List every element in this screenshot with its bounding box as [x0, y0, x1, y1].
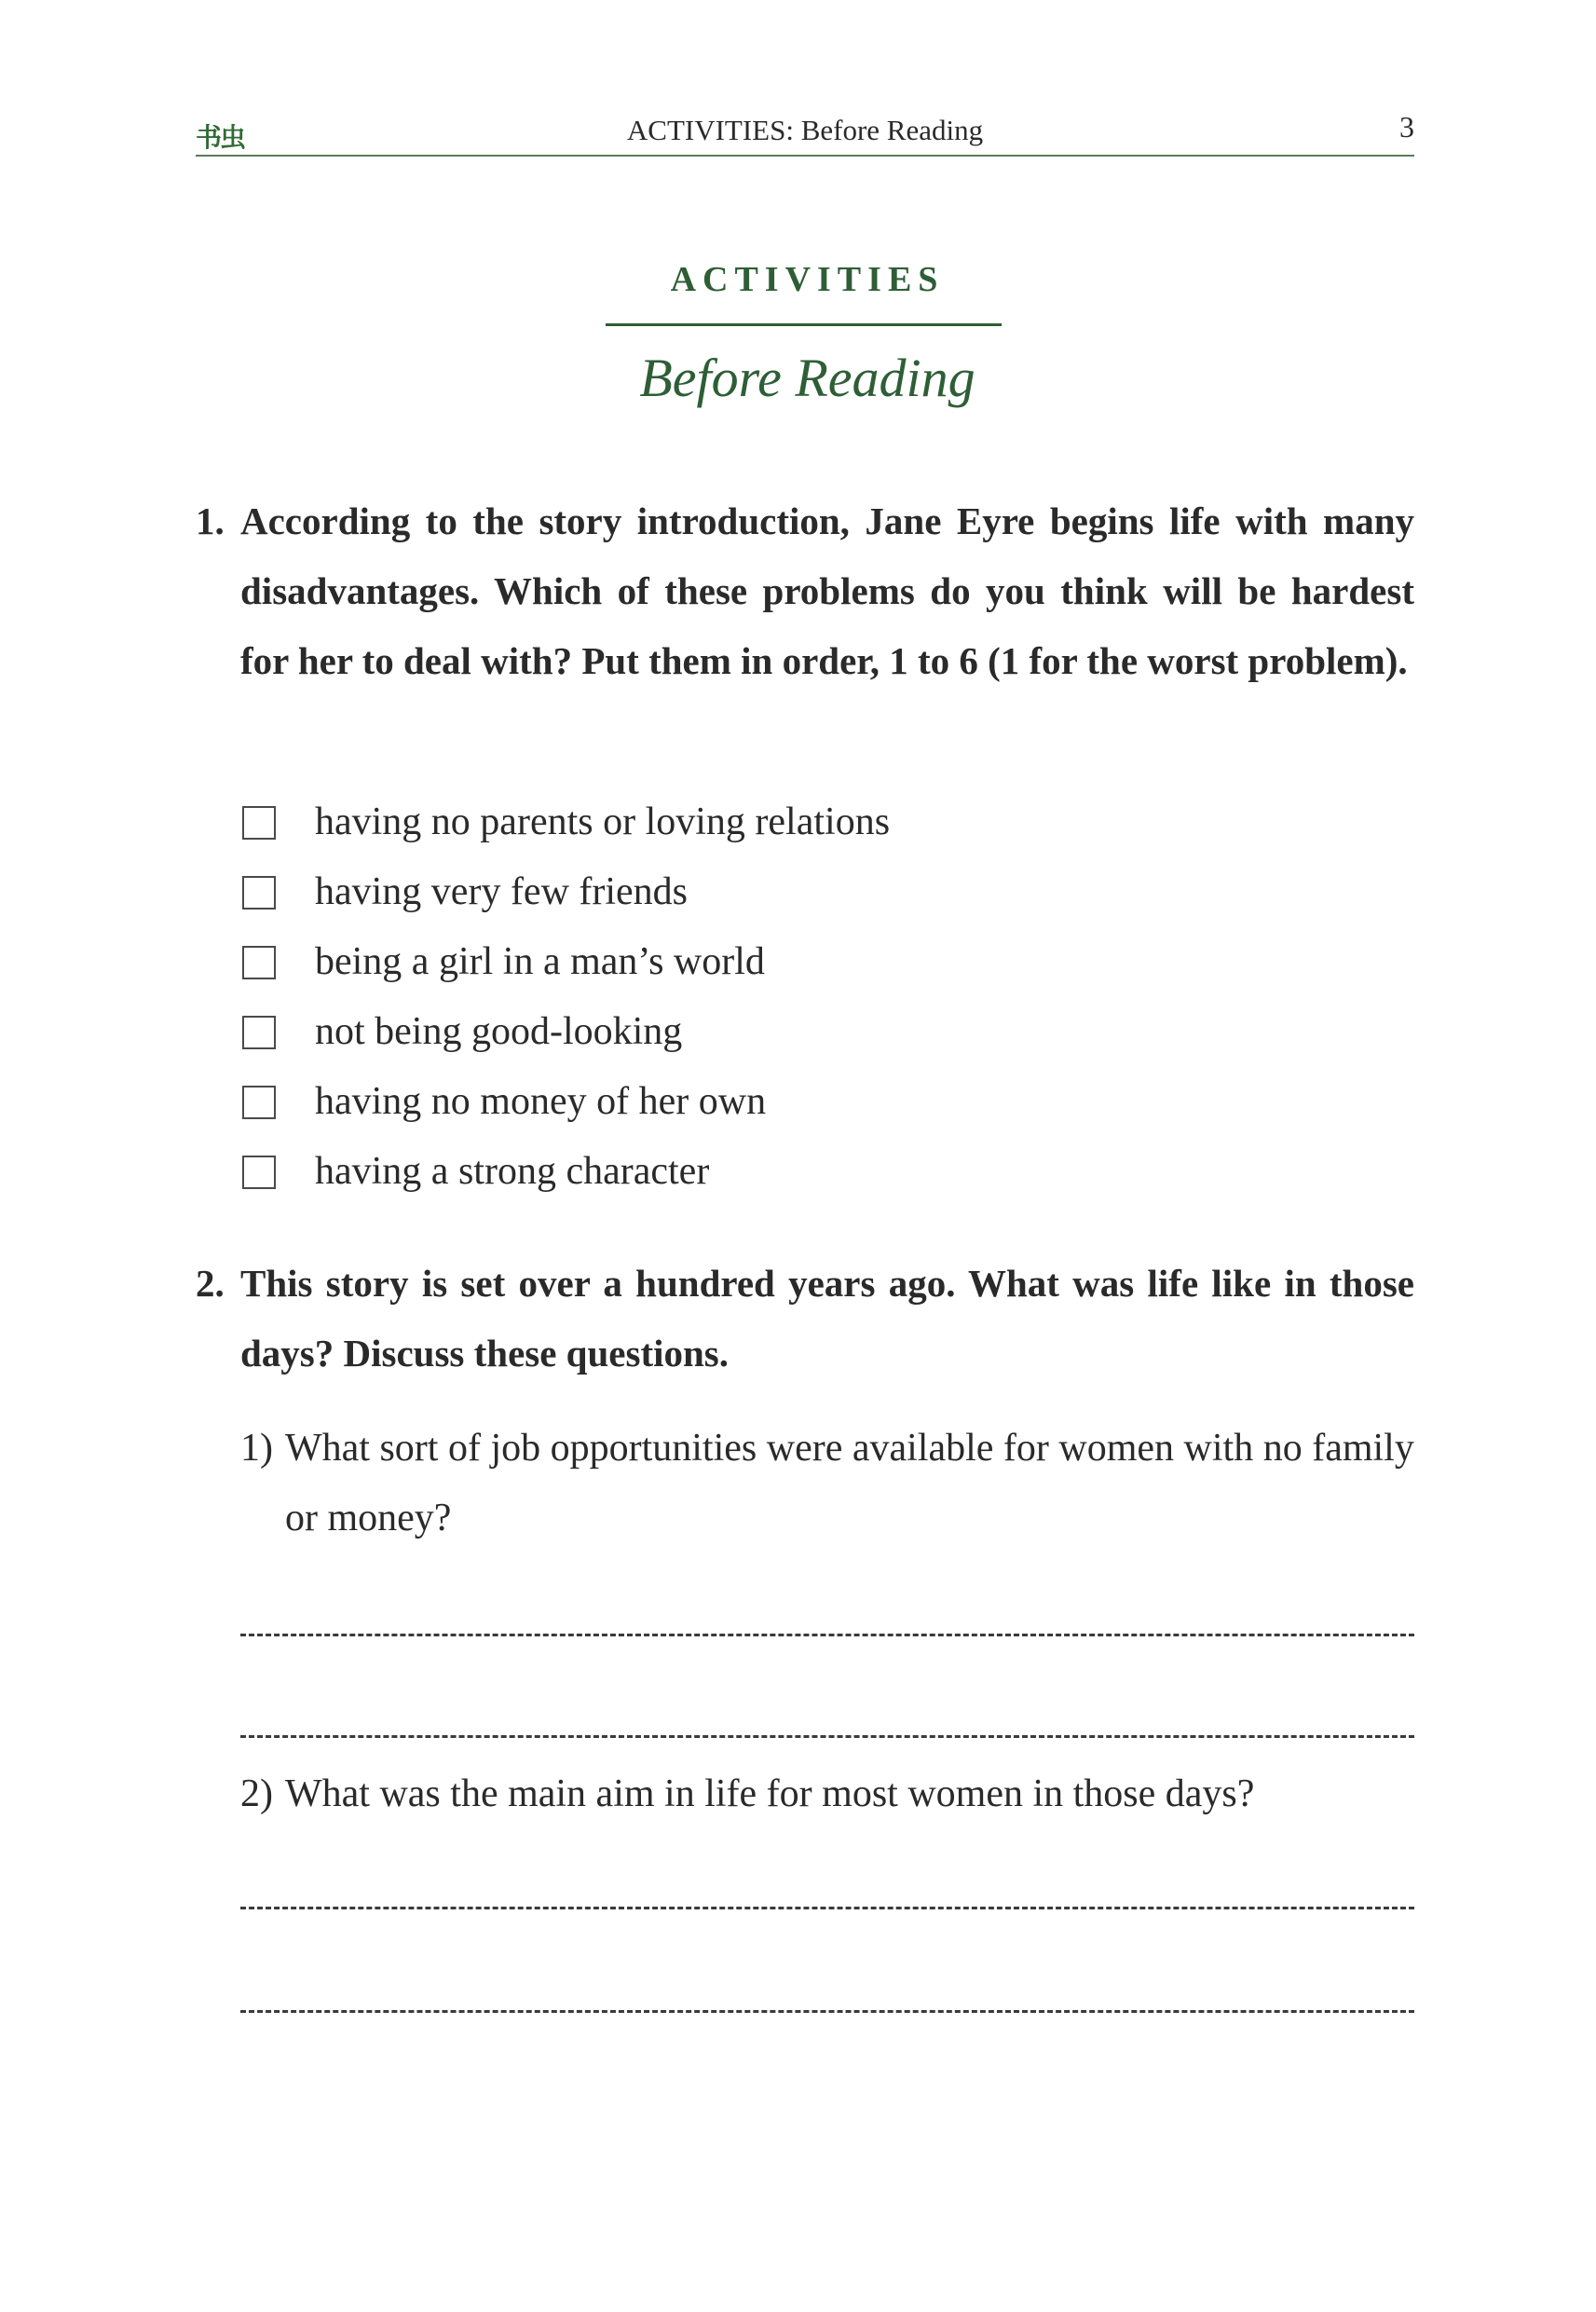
subquestion-2 — [240, 1759, 1414, 1829]
subquestion-1 — [240, 1414, 1414, 1553]
subquestion-number: 1) — [240, 1427, 273, 1470]
option-item — [240, 1067, 1358, 1137]
question-number: 2. — [196, 1262, 225, 1305]
option-item — [240, 927, 1358, 997]
option-label: not being good-looking — [315, 1010, 683, 1053]
ranking-checkbox[interactable] — [242, 1086, 276, 1119]
page-number: 3 — [1399, 110, 1414, 144]
section-subtitle: Before Reading — [639, 348, 975, 408]
question-number: 1. — [196, 499, 225, 542]
answer-line[interactable] — [240, 1735, 1414, 1738]
question-2 — [196, 1249, 1414, 1389]
running-header — [196, 110, 1414, 157]
option-label: having no money of her own — [315, 1080, 767, 1123]
option-item — [240, 997, 1358, 1067]
ranking-checkbox[interactable] — [242, 876, 276, 910]
ranking-checkbox[interactable] — [242, 1016, 276, 1049]
option-label: having very few friends — [315, 870, 689, 913]
option-label: having no parents or loving relations — [315, 800, 891, 843]
subquestion-text: What sort of job opportunities were available for women with no family or money? — [285, 1427, 1414, 1539]
answer-line[interactable] — [240, 1907, 1414, 1909]
option-label: having a strong character — [315, 1150, 710, 1193]
section-heading: ACTIVITIES — [670, 260, 945, 299]
answer-line[interactable] — [240, 1634, 1414, 1636]
question-text: According to the story introduction, Jane Eyre begins life with many disadvantages. Which of these problems do you think will be hardest for her to deal with? Put them in order, 1 to 6 (1 for the worst problem). — [240, 499, 1414, 682]
ranking-checkbox[interactable] — [242, 946, 276, 979]
ranking-checkbox[interactable] — [242, 806, 276, 840]
series-logo: 书虫 — [196, 122, 245, 153]
subquestion-text: What was the main aim in life for most women in those days? — [285, 1772, 1255, 1815]
option-item — [240, 857, 1358, 927]
section-divider — [606, 323, 1002, 326]
option-label: being a girl in a man’s world — [315, 940, 765, 983]
question-1 — [196, 486, 1414, 696]
option-item — [240, 1137, 1358, 1207]
ranking-checkbox[interactable] — [242, 1156, 276, 1189]
running-header-title: ACTIVITIES: Before Reading — [626, 114, 984, 146]
question-text: This story is set over a hundred years ago. What was life like in those days? Discuss these questions. — [240, 1262, 1414, 1375]
subquestion-number: 2) — [240, 1772, 273, 1815]
answer-line[interactable] — [240, 2010, 1414, 2013]
option-item — [240, 787, 1358, 857]
ranking-option-list — [240, 787, 1358, 1207]
